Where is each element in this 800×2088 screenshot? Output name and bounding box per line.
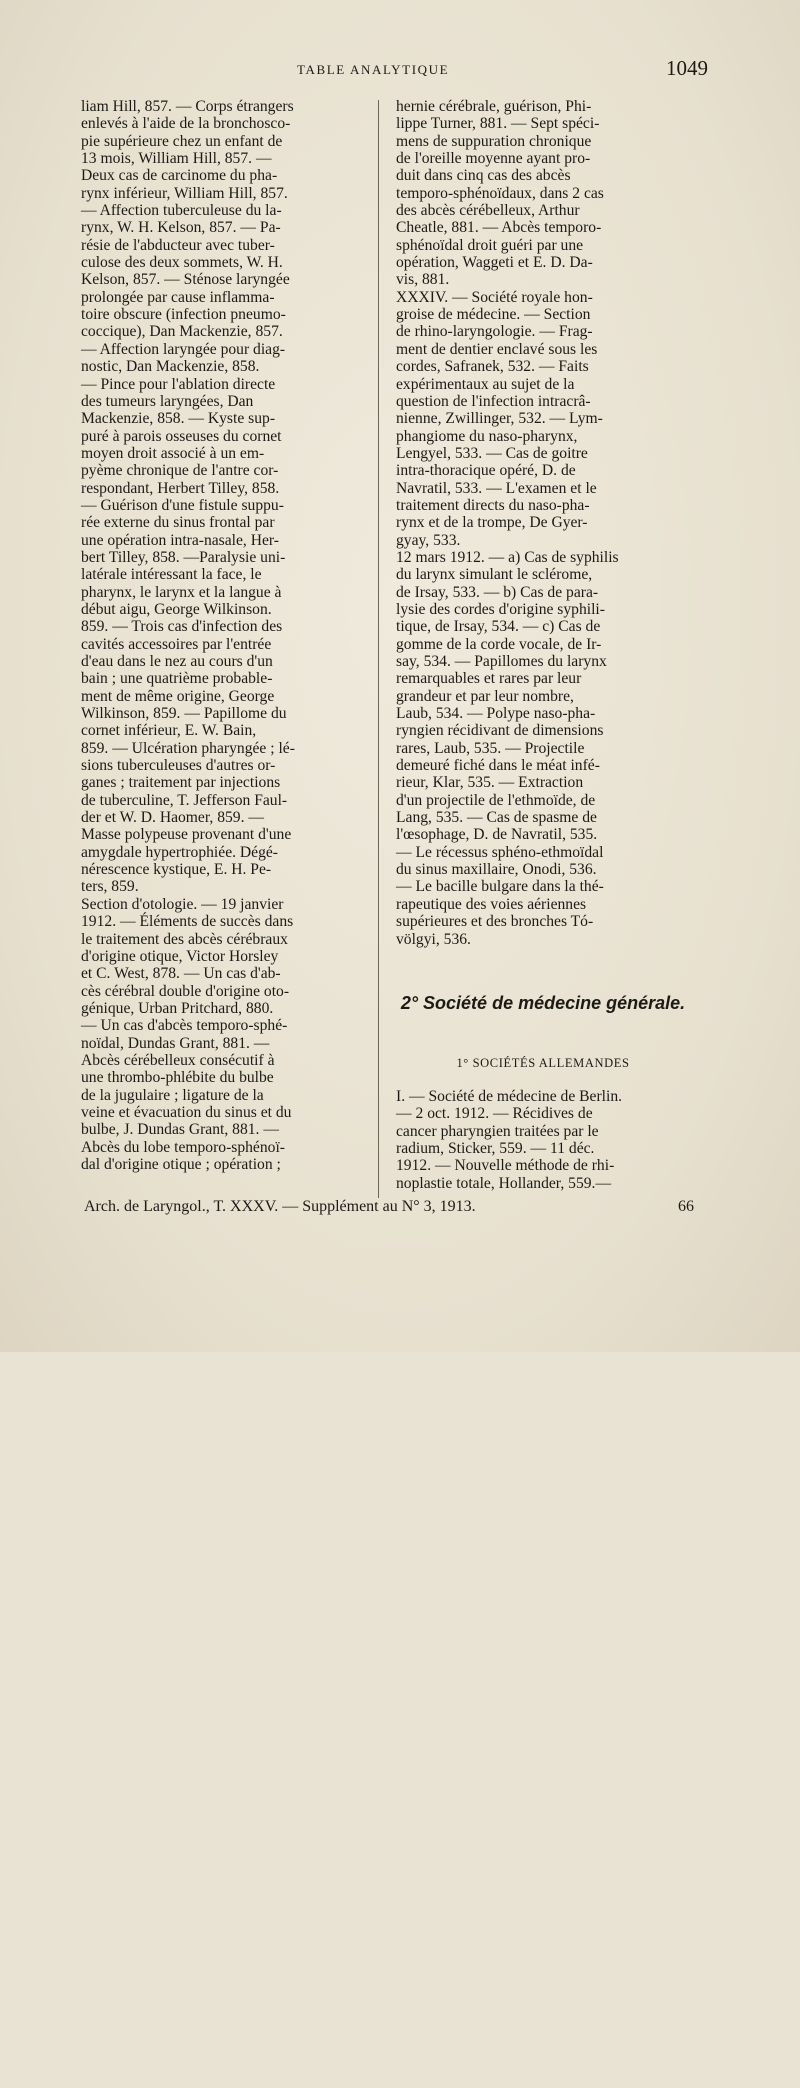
text-line: expérimentaux au sujet de la bbox=[396, 375, 575, 393]
text-line: 13 mois, William Hill, 857. — bbox=[81, 150, 272, 168]
text-line: ryngien récidivant de dimensions bbox=[396, 722, 604, 740]
text-line: lippe Turner, 881. — Sept spéci- bbox=[396, 115, 600, 133]
text-line: — Affection laryngée pour diag- bbox=[81, 340, 286, 358]
text-line: gomme de la corde vocale, de Ir- bbox=[396, 635, 602, 653]
text-line: toire obscure (infection pneumo- bbox=[81, 306, 286, 324]
text-line: tique, de Irsay, 534. — c) Cas de bbox=[396, 618, 601, 636]
text-line: vis, 881. bbox=[396, 271, 450, 289]
text-line: — Un cas d'abcès temporo-sphé- bbox=[81, 1017, 288, 1035]
text-line: supérieures et des bronches Tó- bbox=[396, 913, 594, 931]
text-line: Laub, 534. — Polype naso-pha- bbox=[396, 705, 596, 723]
footer-signature-number: 66 bbox=[678, 1198, 694, 1215]
text-line: intra-thoracique opéré, D. de bbox=[396, 462, 576, 480]
text-line: du larynx simulant le sclérome, bbox=[396, 566, 593, 584]
text-line: 12 mars 1912. — a) Cas de syphilis bbox=[396, 548, 619, 566]
text-line: I. — Société de médecine de Berlin. bbox=[396, 1088, 623, 1105]
text-line: gyay, 533. bbox=[396, 531, 461, 549]
text-line: cavités accessoires par l'entrée bbox=[81, 635, 272, 653]
text-line: liam Hill, 857. — Corps étrangers bbox=[81, 98, 294, 115]
text-line: d'origine otique, Victor Horsley bbox=[81, 947, 279, 965]
text-line: bert Tilley, 858. —Paralysie uni- bbox=[81, 548, 286, 566]
text-line: lysie des cordes d'origine syphili- bbox=[396, 600, 605, 618]
text-line: ment de même origine, George bbox=[81, 687, 275, 705]
text-line: Wilkinson, 859. — Papillome du bbox=[81, 705, 287, 723]
text-line: du sinus maxillaire, Onodi, 536. bbox=[396, 861, 597, 879]
subsection-heading: 1° SOCIÉTÉS ALLEMANDES bbox=[456, 1056, 630, 1070]
text-line: de rhino-laryngologie. — Frag- bbox=[396, 323, 593, 341]
text-line: de l'oreille moyenne ayant pro- bbox=[396, 150, 591, 168]
page-number: 1049 bbox=[666, 56, 708, 80]
text-line: cornet inférieur, E. W. Bain, bbox=[81, 722, 257, 740]
text-line: génique, Urban Pritchard, 880. bbox=[81, 999, 274, 1017]
text-line: moyen droit associé à un em- bbox=[81, 444, 265, 462]
text-line: prolongée par cause inflamma- bbox=[81, 288, 275, 306]
text-line: résie de l'abducteur avec tuber- bbox=[81, 236, 275, 254]
text-line: Navratil, 533. — L'examen et le bbox=[396, 479, 597, 497]
text-line: radium, Sticker, 559. — 11 déc. bbox=[396, 1140, 595, 1158]
text-line: latérale intéressant la face, le bbox=[81, 566, 262, 584]
text-line: Abcès du lobe temporo-sphénoï- bbox=[81, 1138, 285, 1156]
text-line: rée externe du sinus frontal par bbox=[81, 514, 275, 532]
footer bbox=[84, 1198, 704, 1216]
text-line: rieur, Klar, 535. — Extraction bbox=[396, 774, 584, 792]
text-line: nérescence kystique, E. H. Pe- bbox=[81, 861, 272, 879]
text-line: cès cérébral double d'origine oto- bbox=[81, 982, 290, 1000]
text-line: cancer pharyngien traitées par le bbox=[396, 1122, 599, 1140]
right-column-bottom bbox=[396, 1088, 690, 2088]
text-line: question de l'infection intracrâ- bbox=[396, 392, 591, 410]
text-line: des abcès cérébelleux, Arthur bbox=[396, 202, 580, 220]
text-line: d'eau dans le nez au cours d'un bbox=[81, 653, 273, 670]
text-line: 1912. — Nouvelle méthode de rhi- bbox=[396, 1157, 615, 1175]
text-line: mens de suppuration chronique bbox=[396, 132, 592, 150]
text-line: de Irsay, 533. — b) Cas de para- bbox=[396, 583, 599, 601]
text-line: noplastie totale, Hollander, 559.— bbox=[396, 1174, 612, 1192]
text-line: veine et évacuation du sinus et du bbox=[81, 1103, 292, 1121]
text-line: groise de médecine. — Section bbox=[396, 306, 591, 324]
text-line: culose des deux sommets, W. H. bbox=[81, 254, 283, 272]
text-line: Kelson, 857. — Sténose laryngée bbox=[81, 271, 290, 289]
text-line: enlevés à l'aide de la bronchosco- bbox=[81, 115, 291, 133]
text-line: puré à parois osseuses du cornet bbox=[81, 427, 282, 445]
text-line: — Le bacille bulgare dans la thé- bbox=[396, 878, 604, 896]
footer-journal: Arch. de Laryngol., T. XXXV. — Supplément au N° 3, 1913. bbox=[84, 1198, 476, 1215]
text-line: bain ; une quatrième probable- bbox=[81, 670, 273, 688]
text-line: Lengyel, 533. — Cas de goitre bbox=[396, 444, 588, 462]
text-line: de tuberculine, T. Jefferson Faul- bbox=[81, 791, 288, 809]
text-line: demeuré fiché dans le méat infé- bbox=[396, 757, 600, 775]
column-divider bbox=[378, 100, 379, 1198]
text-line: et C. West, 878. — Un cas d'ab- bbox=[81, 965, 281, 983]
text-line: d'un projectile de l'ethmoïde, de bbox=[396, 791, 596, 809]
text-line: duit dans cinq cas des abcès bbox=[396, 167, 571, 185]
running-header bbox=[80, 58, 720, 84]
text-line: XXXIV. — Société royale hon- bbox=[396, 288, 593, 306]
text-line: pyème chronique de l'antre cor- bbox=[81, 462, 279, 480]
section-heading: 2° Société de médecine générale. bbox=[400, 993, 686, 1013]
text-line: rapeutique des voies aériennes bbox=[396, 895, 587, 913]
text-line: say, 534. — Papillomes du larynx bbox=[396, 653, 607, 670]
text-line: ganes ; traitement par injections bbox=[81, 774, 281, 792]
text-line: 1912. — Éléments de succès dans bbox=[81, 913, 294, 931]
text-line: Abcès cérébelleux consécutif à bbox=[81, 1051, 275, 1069]
text-line: des tumeurs laryngées, Dan bbox=[81, 392, 254, 410]
text-line: le traitement des abcès cérébraux bbox=[81, 930, 288, 948]
text-line: rynx, W. H. Kelson, 857. — Pa- bbox=[81, 219, 281, 237]
text-line: 859. — Ulcération pharyngée ; lé- bbox=[81, 739, 295, 757]
text-line: rynx et de la trompe, De Gyer- bbox=[396, 514, 588, 532]
text-line: phangiome du naso-pharynx, bbox=[396, 427, 578, 445]
text-line: 859. — Trois cas d'infection des bbox=[81, 618, 283, 636]
text-line: ment de dentier enclavé sous les bbox=[396, 340, 598, 358]
text-line: — Le récessus sphéno-ethmoïdal bbox=[396, 843, 604, 861]
text-line: dal d'origine otique ; opération ; bbox=[81, 1155, 281, 1173]
text-line: début aigu, George Wilkinson. bbox=[81, 600, 272, 618]
text-line: Deux cas de carcinome du pha- bbox=[81, 167, 278, 185]
text-line: pie supérieure chez un enfant de bbox=[81, 132, 283, 150]
header-title: TABLE ANALYTIQUE bbox=[297, 62, 450, 77]
text-line: traitement directs du naso-pha- bbox=[396, 496, 590, 514]
text-line: Lang, 535. — Cas de spasme de bbox=[396, 809, 597, 827]
text-line: rares, Laub, 535. — Projectile bbox=[396, 739, 585, 757]
text-line: der et W. D. Haomer, 859. — bbox=[81, 809, 264, 827]
text-line: hernie cérébrale, guérison, Phi- bbox=[396, 98, 592, 115]
text-line: l'œsophage, D. de Navratil, 535. bbox=[396, 826, 598, 844]
text-line: cordes, Safranek, 532. — Faits bbox=[396, 358, 589, 376]
text-line: Mackenzie, 858. — Kyste sup- bbox=[81, 410, 276, 428]
text-line: temporo-sphénoïdaux, dans 2 cas bbox=[396, 184, 604, 202]
text-line: nienne, Zwillinger, 532. — Lym- bbox=[396, 410, 603, 428]
text-line: une thrombo-phlébite du bulbe bbox=[81, 1069, 274, 1087]
text-line: une opération intra-nasale, Her- bbox=[81, 531, 279, 549]
text-line: remarquables et rares par leur bbox=[396, 670, 582, 688]
left-column bbox=[81, 98, 362, 1173]
text-line: respondant, Herbert Tilley, 858. bbox=[81, 479, 280, 497]
text-line: coccique), Dan Mackenzie, 857. bbox=[81, 323, 283, 341]
text-line: — 2 oct. 1912. — Récidives de bbox=[396, 1105, 593, 1123]
text-line: bulbe, J. Dundas Grant, 881. — bbox=[81, 1121, 279, 1139]
text-line: Cheatle, 881. — Abcès temporo- bbox=[396, 219, 602, 237]
text-line: rynx inférieur, William Hill, 857. bbox=[81, 184, 288, 202]
text-line: nostic, Dan Mackenzie, 858. bbox=[81, 358, 260, 376]
text-line: noïdal, Dundas Grant, 881. — bbox=[81, 1034, 270, 1052]
text-line: de la jugulaire ; ligature de la bbox=[81, 1086, 264, 1104]
text-line: ters, 859. bbox=[81, 878, 139, 896]
text-line: — Guérison d'une fistule suppu- bbox=[81, 496, 284, 514]
text-line: Section d'otologie. — 19 janvier bbox=[81, 895, 284, 913]
text-line: — Affection tuberculeuse du la- bbox=[81, 202, 282, 220]
text-line: völgyi, 536. bbox=[396, 930, 471, 948]
text-line: sphénoïdal droit guéri par une bbox=[396, 236, 584, 254]
right-column bbox=[396, 98, 690, 1098]
text-line: opération, Waggeti et E. D. Da- bbox=[396, 254, 593, 272]
text-line: pharynx, le larynx et la langue à bbox=[81, 583, 282, 601]
text-line: grandeur et par leur nombre, bbox=[396, 687, 574, 705]
text-line: — Pince pour l'ablation directe bbox=[81, 375, 276, 393]
text-line: sions tuberculeuses d'autres or- bbox=[81, 757, 276, 775]
text-line: Masse polypeuse provenant d'une bbox=[81, 826, 292, 844]
text-line: amygdale hypertrophiée. Dégé- bbox=[81, 843, 279, 861]
